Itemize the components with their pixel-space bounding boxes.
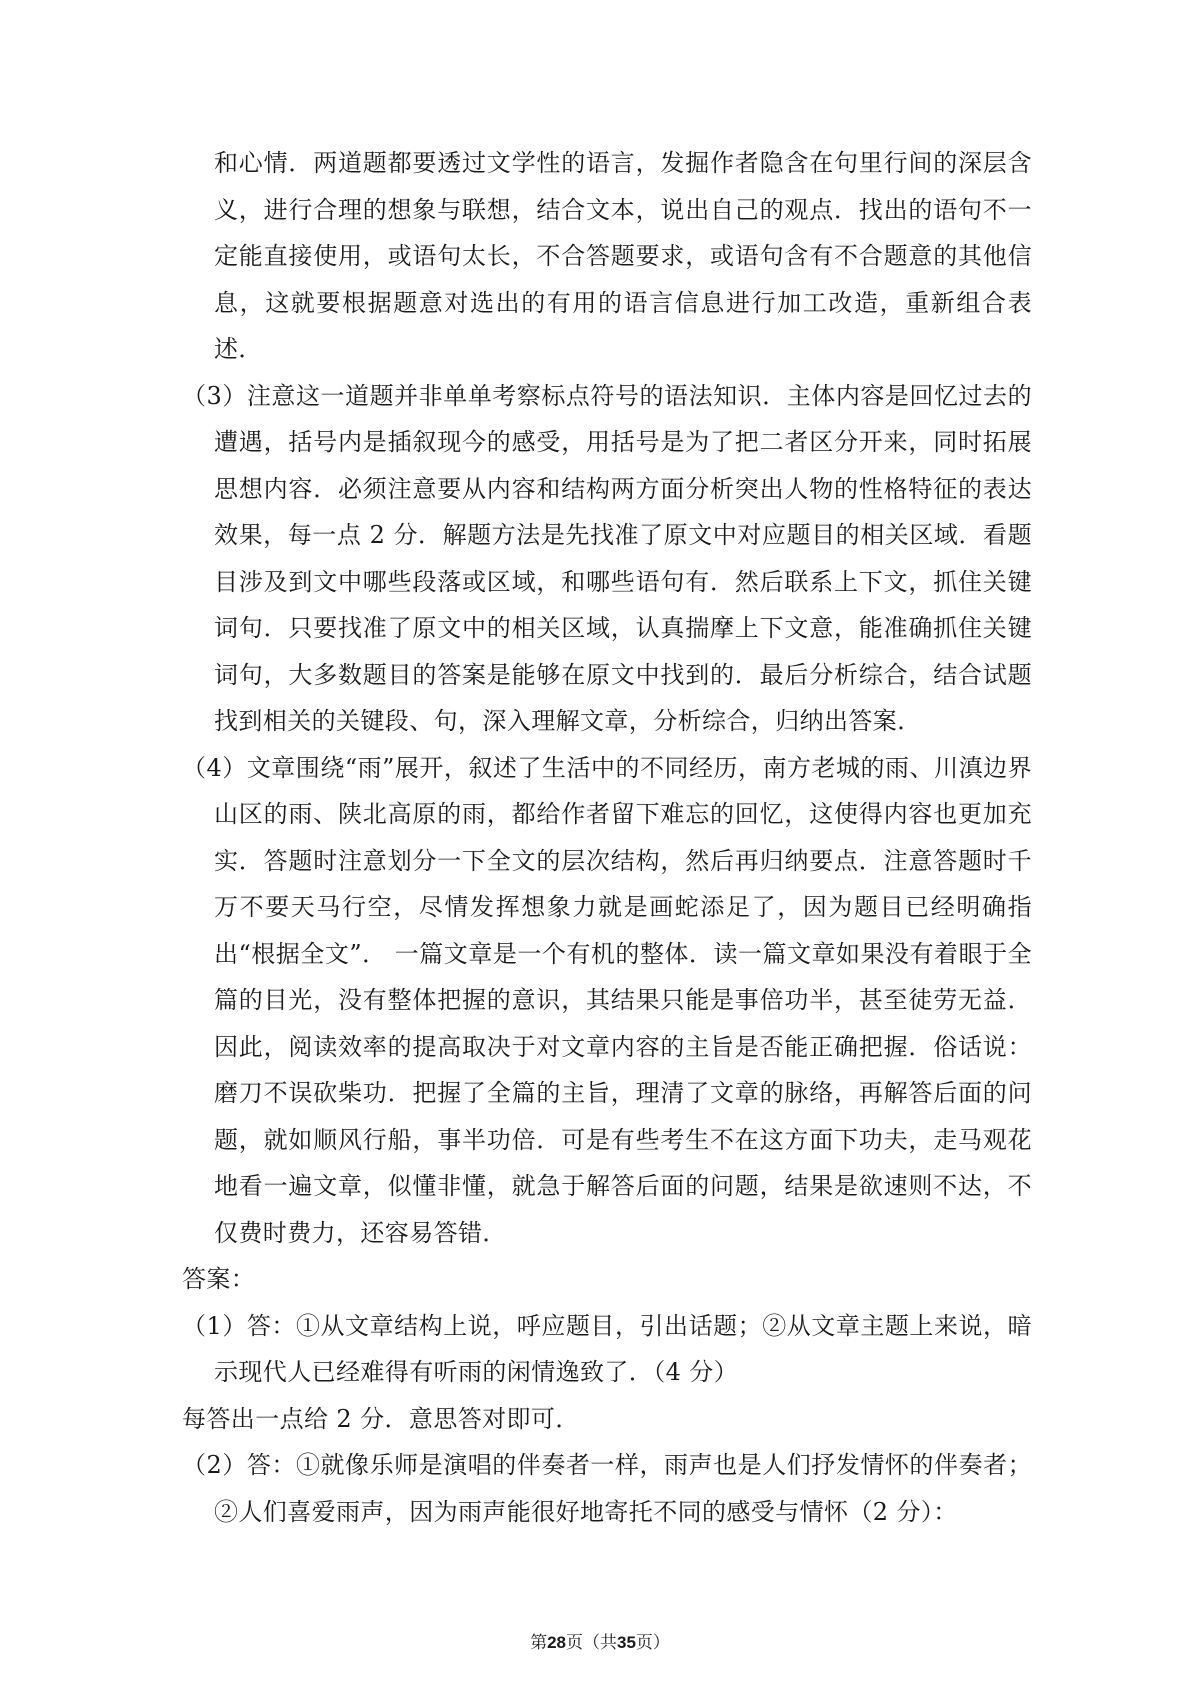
- footer-suffix: 页）: [635, 1633, 670, 1653]
- page-content: [182, 140, 1032, 1535]
- paragraph-item-4: （4）文章围绕“雨”展开，叙述了生活中的不同经历，南方老城的雨、川滇边界山区的雨、陕北高原的雨，都给作者留下难忘的回忆，这使得内容也更加充实．答题时注意划分一下全文的层次结构，然后再归纳要点．注意答题时千万不要天马行空，尽情发挥想象力就是画蛇添足了，因为题目已经明确指出“根据全文”． 一篇文章是一个有机的整体．读一篇文章如果没有着眼于全篇的目光，没有整体把握的意识，其结果只能是事倍功半，甚至徒劳无益．因此，阅读效率的提高取决于对文章内容的主旨是否能正确把握．俗话说：磨刀不误砍柴功．把握了全篇的主旨，理清了文章的脉络，再解答后面的问题，就如顺风行船，事半功倍．可是有些考生不在这方面下功夫，走马观花地看一遍文章，似懂非懂，就急于解答后面的问题，结果是欲速则不达，不仅费时费力，还容易答错．: [182, 753, 1032, 1247]
- paragraph-item-3: （3）注意这一道题并非单单考察标点符号的语法知识．主体内容是回忆过去的遭遇，括号内是插叙现今的感受，用括号是为了把二者区分开来，同时拓展思想内容．必须注意要从内容和结构两方面分析突出人物的性格特征的表达效果，每一点 2 分．解题方法是先找准了原文中对应题目的相关区域．看题目涉及到文中哪些段落或区域，和哪些语句有．然后联系上下文，抓住关键词句．只要找准了原文中的相关区域，认真揣摩上下文意，能准确抓住关键词句，大多数题目的答案是能够在原文中找到的．最后分析综合，结合试题找到相关的关键段、句，深入理解文章，分析综合，归纳出答案．: [182, 381, 1032, 735]
- footer-total-pages: 35: [617, 1633, 636, 1652]
- footer-prefix: 第: [530, 1633, 548, 1653]
- paragraph-continuation: 和心情．两道题都要透过文学性的语言，发掘作者隐含在句里行间的深层含义，进行合理的想象与联想，结合文本，说出自己的观点．找出的语句不一定能直接使用，或语句太长，不合答题要求，或语句含有不合题意的其他信息，这就要根据题意对选出的有用的语言信息进行加工改造，重新组合表述．: [214, 149, 1032, 363]
- page-footer: [0, 1628, 1200, 1653]
- answer-item-1: （1）答：①从文章结构上说，呼应题目，引出话题；②从文章主题上来说，暗示现代人已经难得有听雨的闲情逸致了．（4 分）: [182, 1311, 1032, 1386]
- answer-heading: 答案：: [182, 1265, 256, 1293]
- scoring-note: 每答出一点给 2 分．意思答对即可．: [182, 1404, 580, 1433]
- footer-middle: 页（共: [566, 1633, 617, 1653]
- footer-page-number: 28: [547, 1633, 566, 1652]
- answer-item-2: （2）答：①就像乐师是演唱的伴奏者一样，雨声也是人们抒发情怀的伴奏者；②人们喜爱雨声，因为雨声能很好地寄托不同的感受与情怀（2 分）：: [182, 1451, 1032, 1526]
